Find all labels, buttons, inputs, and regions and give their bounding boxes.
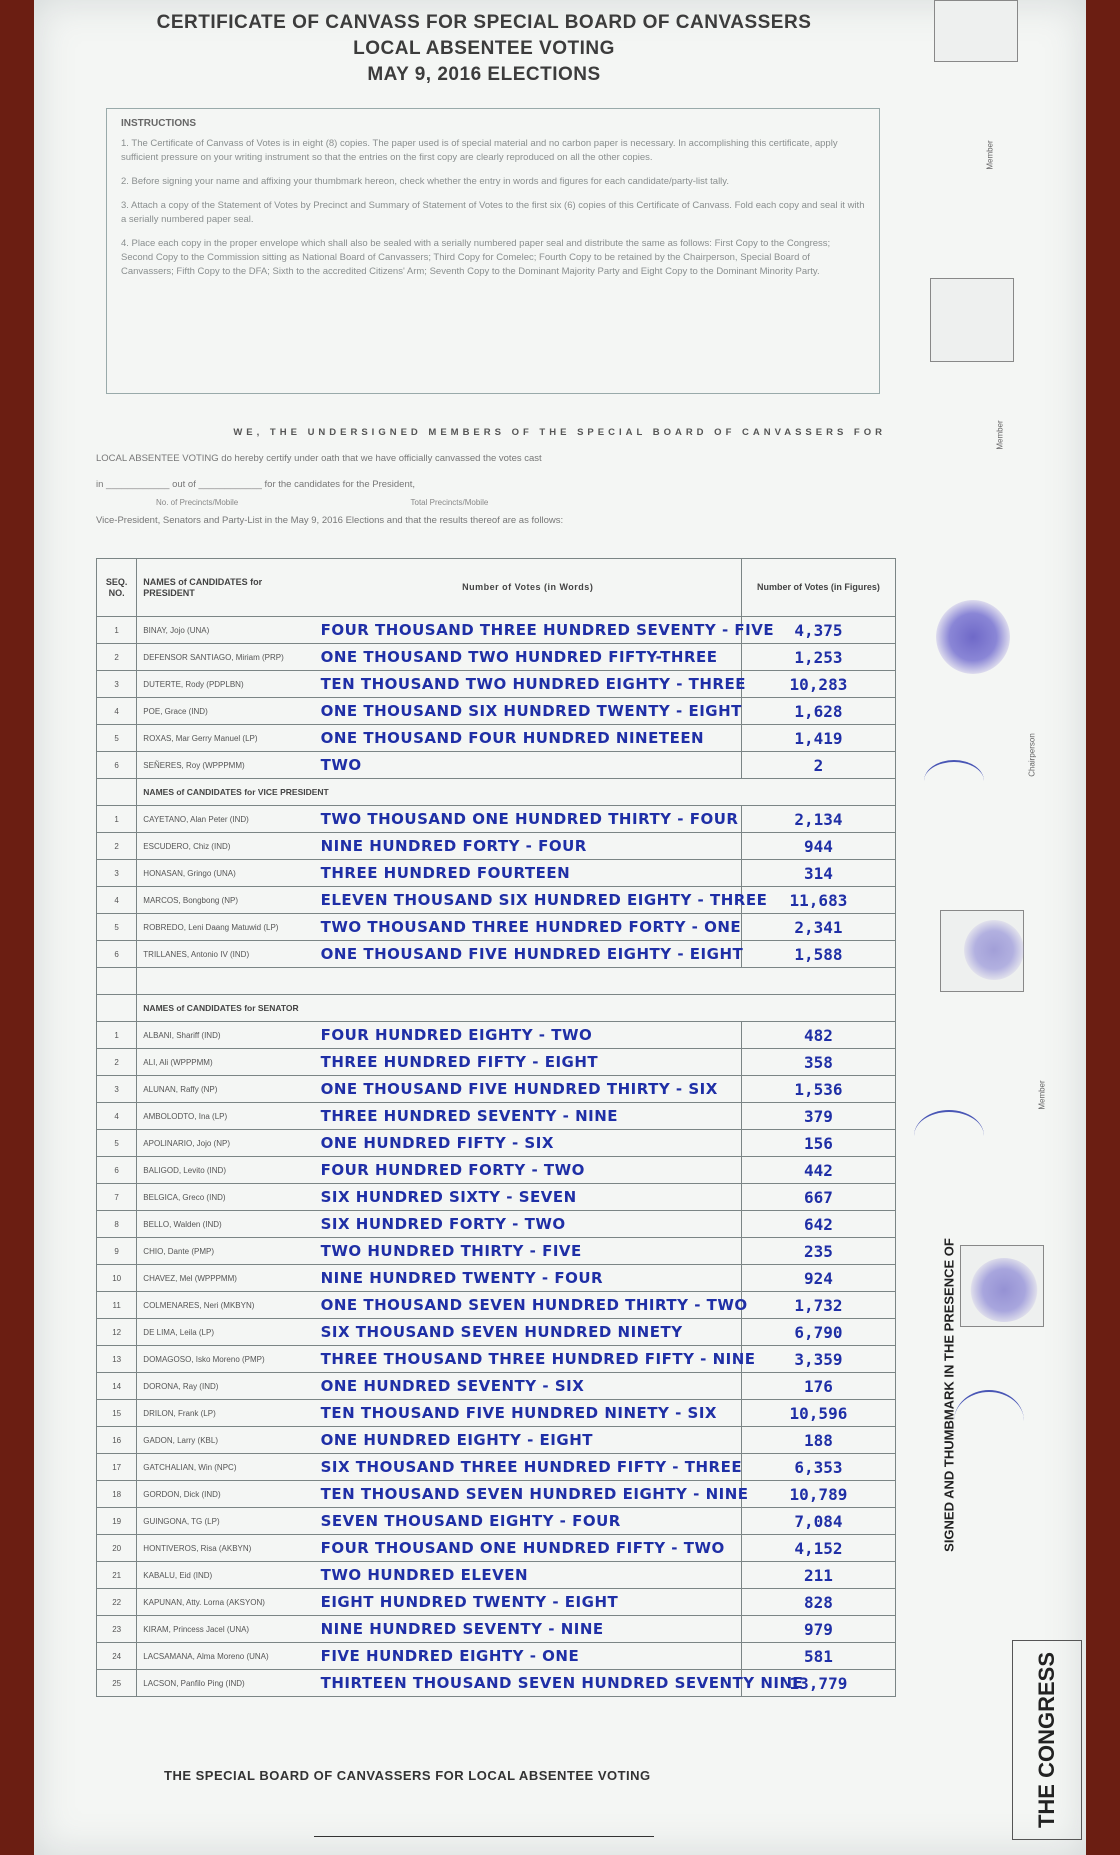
seq-number: 18 [97, 1481, 137, 1508]
senator-rows [97, 1022, 896, 1697]
candidate-row [97, 914, 896, 941]
thumbmark-box [930, 278, 1014, 362]
instructions-box [106, 108, 880, 394]
seq-number: 1 [97, 617, 137, 644]
header-president-names: NAMES of CANDIDATES for PRESIDENT [137, 559, 315, 617]
votes-in-words: TWO [315, 752, 742, 779]
seq-number: 15 [97, 1400, 137, 1427]
vice-president-section-title: NAMES of CANDIDATES for VICE PRESIDENT [137, 779, 896, 806]
candidate-name: LACSON, Panfilo Ping (IND) [137, 1670, 315, 1697]
votes-in-words: ONE HUNDRED SEVENTY - SIX [315, 1373, 742, 1400]
candidate-row [97, 644, 896, 671]
candidate-row [97, 941, 896, 968]
candidate-name: GADON, Larry (KBL) [137, 1427, 315, 1454]
candidate-name: POE, Grace (IND) [137, 698, 315, 725]
candidate-name: ALBANI, Shariff (IND) [137, 1022, 315, 1049]
votes-in-figures: 442 [741, 1157, 895, 1184]
candidate-name: CAYETANO, Alan Peter (IND) [137, 806, 315, 833]
candidate-row [97, 887, 896, 914]
candidate-name: KAPUNAN, Atty. Lorna (AKSYON) [137, 1589, 315, 1616]
votes-in-words: SIX HUNDRED SIXTY - SEVEN [315, 1184, 742, 1211]
seq-number: 25 [97, 1670, 137, 1697]
votes-in-figures: 10,283 [741, 671, 895, 698]
votes-in-figures: 235 [741, 1238, 895, 1265]
seq-number: 8 [97, 1211, 137, 1238]
candidate-row [97, 1265, 896, 1292]
instruction-4: 4. Place each copy in the proper envelope which shall also be sealed with a serially numbered paper seal and distribute the same as follows: First Copy to the Congress; Second Copy to the Commission sitting as National Board of Canvassers; Third Copy for Comelec; Fourth Copy to be retained by the Chairperson, Special Board of Canvassers; Fifth Copy to the DFA; Sixth to the accredited Citizens' Arm; Seventh Copy to the Dominant Majority Party and Eight Copy to the Dominant Minority Party. [121, 238, 831, 277]
candidate-row [97, 1130, 896, 1157]
candidate-name: APOLINARIO, Jojo (NP) [137, 1130, 315, 1157]
header-seq: SEQ. NO. [97, 559, 137, 617]
candidate-row [97, 698, 896, 725]
instruction-1: 1. The Certificate of Canvass of Votes is in eight (8) copies. The paper used is of special material and no carbon paper is necessary. In accomplishing this certificate, apply sufficient pressure on your writing instrument so that the entries on the first copy are clearly reproduced on all the other copies. [121, 138, 838, 163]
candidate-name: BELLO, Walden (IND) [137, 1211, 315, 1238]
candidate-name: SEÑERES, Roy (WPPPMM) [137, 752, 315, 779]
votes-in-figures: 944 [741, 833, 895, 860]
seq-number: 5 [97, 914, 137, 941]
candidate-name: ROBREDO, Leni Daang Matuwid (LP) [137, 914, 315, 941]
signature-scribble [914, 1110, 984, 1162]
votes-in-words: FOUR THOUSAND ONE HUNDRED FIFTY - TWO [315, 1535, 742, 1562]
votes-in-figures: 10,789 [741, 1481, 895, 1508]
signature-scribble [954, 1390, 1024, 1452]
seq-number: 13 [97, 1346, 137, 1373]
candidate-row [97, 1292, 896, 1319]
candidate-row [97, 617, 896, 644]
seq-number: 5 [97, 1130, 137, 1157]
votes-in-words: THREE HUNDRED FIFTY - EIGHT [315, 1049, 742, 1076]
oath-line-2: LOCAL ABSENTEE VOTING do hereby certify under oath that we have officially canvassed the votes cast [96, 453, 542, 464]
candidate-name: ESCUDERO, Chiz (IND) [137, 833, 315, 860]
votes-in-words: ONE THOUSAND SIX HUNDRED TWENTY - EIGHT [315, 698, 742, 725]
candidate-name: KIRAM, Princess Jacel (UNA) [137, 1616, 315, 1643]
chairperson-label: Chairperson [1027, 733, 1037, 777]
seq-number: 9 [97, 1238, 137, 1265]
candidate-name: TRILLANES, Antonio IV (IND) [137, 941, 315, 968]
votes-in-words: EIGHT HUNDRED TWENTY - EIGHT [315, 1589, 742, 1616]
board-footer: THE SPECIAL BOARD OF CANVASSERS FOR LOCAL ABSENTEE VOTING [164, 1768, 651, 1783]
votes-in-figures: 1,732 [741, 1292, 895, 1319]
votes-in-figures: 1,628 [741, 698, 895, 725]
candidate-name: LACSAMANA, Alma Moreno (UNA) [137, 1643, 315, 1670]
header-line-2: LOCAL ABSENTEE VOTING [353, 38, 615, 59]
candidate-name: BELGICA, Greco (IND) [137, 1184, 315, 1211]
seq-number: 7 [97, 1184, 137, 1211]
candidate-row [97, 1049, 896, 1076]
votes-in-figures: 667 [741, 1184, 895, 1211]
candidate-row [97, 1589, 896, 1616]
votes-in-words: ONE THOUSAND FIVE HUNDRED THIRTY - SIX [315, 1076, 742, 1103]
seq-number: 2 [97, 1049, 137, 1076]
seq-number: 4 [97, 1103, 137, 1130]
candidate-row [97, 1211, 896, 1238]
votes-in-words: THREE THOUSAND THREE HUNDRED FIFTY - NINE [315, 1346, 742, 1373]
candidate-row [97, 725, 896, 752]
seq-number: 6 [97, 752, 137, 779]
thumbprint-stamp [970, 1258, 1038, 1322]
instructions-title: INSTRUCTIONS [121, 118, 196, 129]
candidate-name: AMBOLODTO, Ina (LP) [137, 1103, 315, 1130]
candidate-row [97, 1454, 896, 1481]
seq-number: 4 [97, 887, 137, 914]
votes-in-figures: 11,683 [741, 887, 895, 914]
votes-in-words: ONE THOUSAND SEVEN HUNDRED THIRTY - TWO [315, 1292, 742, 1319]
candidate-row [97, 1076, 896, 1103]
votes-in-figures: 156 [741, 1130, 895, 1157]
votes-in-words: NINE HUNDRED SEVENTY - NINE [315, 1616, 742, 1643]
candidate-name: GUINGONA, TG (LP) [137, 1508, 315, 1535]
seq-number: 14 [97, 1373, 137, 1400]
votes-in-words: NINE HUNDRED TWENTY - FOUR [315, 1265, 742, 1292]
votes-in-figures: 4,152 [741, 1535, 895, 1562]
votes-in-figures: 188 [741, 1427, 895, 1454]
president-rows [97, 617, 896, 779]
thumbprint-stamp [936, 600, 1010, 674]
candidate-row [97, 860, 896, 887]
oath-lead: WE, THE UNDERSIGNED MEMBERS OF THE SPECIAL BOARD OF CANVASSERS FOR [233, 427, 886, 438]
candidate-name: MARCOS, Bongbong (NP) [137, 887, 315, 914]
votes-in-figures: 3,359 [741, 1346, 895, 1373]
candidate-name: HONTIVEROS, Risa (AKBYN) [137, 1535, 315, 1562]
seq-number: 23 [97, 1616, 137, 1643]
candidate-row [97, 1616, 896, 1643]
votes-in-figures: 7,084 [741, 1508, 895, 1535]
candidate-row [97, 806, 896, 833]
votes-in-words: FOUR HUNDRED EIGHTY - TWO [315, 1022, 742, 1049]
header-line-1: CERTIFICATE OF CANVASS FOR SPECIAL BOARD OF CANVASSERS [156, 12, 812, 33]
candidate-row [97, 1022, 896, 1049]
votes-in-figures: 828 [741, 1589, 895, 1616]
candidate-name: HONASAN, Gringo (UNA) [137, 860, 315, 887]
candidate-row [97, 1643, 896, 1670]
candidate-name: COLMENARES, Neri (MKBYN) [137, 1292, 315, 1319]
candidate-row [97, 1157, 896, 1184]
votes-in-words: SIX HUNDRED FORTY - TWO [315, 1211, 742, 1238]
board-signature-line [314, 1810, 654, 1837]
seq-number: 12 [97, 1319, 137, 1346]
seq-number: 20 [97, 1535, 137, 1562]
signed-in-presence-label: SIGNED AND THUMBMARK IN THE PRESENCE OF [941, 1238, 957, 1552]
votes-in-figures: 1,588 [741, 941, 895, 968]
oath-sub-2: Total Precincts/Mobile [410, 498, 489, 507]
votes-in-figures: 1,419 [741, 725, 895, 752]
candidate-name: BALIGOD, Levito (IND) [137, 1157, 315, 1184]
votes-in-words: TWO THOUSAND THREE HUNDRED FORTY - ONE [315, 914, 742, 941]
seq-number: 5 [97, 725, 137, 752]
seq-number: 19 [97, 1508, 137, 1535]
candidate-row [97, 833, 896, 860]
seq-number: 17 [97, 1454, 137, 1481]
votes-in-words: THREE HUNDRED FOURTEEN [315, 860, 742, 887]
candidate-name: DRILON, Frank (LP) [137, 1400, 315, 1427]
votes-in-words: ONE THOUSAND FIVE HUNDRED EIGHTY - EIGHT [315, 941, 742, 968]
candidate-name: KABALU, Eid (IND) [137, 1562, 315, 1589]
candidate-name: CHIO, Dante (PMP) [137, 1238, 315, 1265]
candidate-name: DE LIMA, Leila (LP) [137, 1319, 315, 1346]
senator-section [97, 968, 896, 1022]
senator-section-title: NAMES of CANDIDATES for SENATOR [137, 995, 896, 1022]
candidate-row [97, 1373, 896, 1400]
header-votes-figures: Number of Votes (in Figures) [741, 559, 895, 617]
candidate-row [97, 1319, 896, 1346]
seq-number: 3 [97, 1076, 137, 1103]
votes-in-figures: 10,596 [741, 1400, 895, 1427]
candidate-row [97, 1184, 896, 1211]
vice-president-section [97, 779, 896, 806]
thumbmark-box [934, 0, 1018, 62]
vice-president-rows [97, 806, 896, 968]
votes-in-figures: 314 [741, 860, 895, 887]
votes-in-figures: 642 [741, 1211, 895, 1238]
candidate-name: ALI, Ali (WPPPMM) [137, 1049, 315, 1076]
votes-in-figures: 979 [741, 1616, 895, 1643]
votes-in-words: THIRTEEN THOUSAND SEVEN HUNDRED SEVENTY NINE [315, 1670, 742, 1697]
votes-in-words: TEN THOUSAND SEVEN HUNDRED EIGHTY - NINE [315, 1481, 742, 1508]
seq-number: 6 [97, 941, 137, 968]
seq-number: 11 [97, 1292, 137, 1319]
candidate-row [97, 1427, 896, 1454]
votes-in-words: FIVE HUNDRED EIGHTY - ONE [315, 1643, 742, 1670]
seq-number: 6 [97, 1157, 137, 1184]
seq-number: 1 [97, 806, 137, 833]
votes-in-figures: 379 [741, 1103, 895, 1130]
votes-in-figures: 211 [741, 1562, 895, 1589]
candidate-row [97, 1346, 896, 1373]
votes-in-words: TWO THOUSAND ONE HUNDRED THIRTY - FOUR [315, 806, 742, 833]
instruction-3: 3. Attach a copy of the Statement of Votes by Precinct and Summary of Statement of Votes to the first six (6) copies of this Certificate of Canvass. Fold each copy and seal it with a serially numbered paper seal. [121, 200, 865, 225]
candidate-name: DOMAGOSO, Isko Moreno (PMP) [137, 1346, 315, 1373]
candidate-row [97, 1238, 896, 1265]
signature-scribble [924, 760, 984, 802]
certificate-paper [34, 0, 1086, 1855]
votes-in-figures: 924 [741, 1265, 895, 1292]
candidate-name: DEFENSOR SANTIAGO, Miriam (PRP) [137, 644, 315, 671]
votes-in-figures: 4,375 [741, 617, 895, 644]
member-label: Member [1037, 1080, 1047, 1110]
candidate-row [97, 1562, 896, 1589]
votes-in-words: TWO HUNDRED THIRTY - FIVE [315, 1238, 742, 1265]
votes-in-figures: 1,536 [741, 1076, 895, 1103]
votes-in-figures: 6,790 [741, 1319, 895, 1346]
votes-in-words: TWO HUNDRED ELEVEN [315, 1562, 742, 1589]
canvass-table [96, 558, 896, 1697]
candidate-row [97, 1535, 896, 1562]
votes-in-figures: 581 [741, 1643, 895, 1670]
votes-in-words: FOUR HUNDRED FORTY - TWO [315, 1157, 742, 1184]
seq-number: 1 [97, 1022, 137, 1049]
candidate-name: DUTERTE, Rody (PDPLBN) [137, 671, 315, 698]
votes-in-words: TEN THOUSAND TWO HUNDRED EIGHTY - THREE [315, 671, 742, 698]
votes-in-figures: 1,253 [741, 644, 895, 671]
candidate-row [97, 1400, 896, 1427]
member-label: Member [985, 140, 995, 170]
oath-sub-1: No. of Precincts/Mobile [156, 498, 239, 507]
candidate-row [97, 752, 896, 779]
votes-in-words: SIX THOUSAND SEVEN HUNDRED NINETY [315, 1319, 742, 1346]
votes-in-words: TEN THOUSAND FIVE HUNDRED NINETY - SIX [315, 1400, 742, 1427]
candidate-name: GATCHALIAN, Win (NPC) [137, 1454, 315, 1481]
votes-in-words: SEVEN THOUSAND EIGHTY - FOUR [315, 1508, 742, 1535]
seq-number: 3 [97, 860, 137, 887]
candidate-row [97, 1481, 896, 1508]
seq-number: 22 [97, 1589, 137, 1616]
votes-in-figures: 2,134 [741, 806, 895, 833]
votes-in-words: ONE THOUSAND FOUR HUNDRED NINETEEN [315, 725, 742, 752]
votes-in-figures: 13,779 [741, 1670, 895, 1697]
candidate-name: DORONA, Ray (IND) [137, 1373, 315, 1400]
candidate-name: ROXAS, Mar Gerry Manuel (LP) [137, 725, 315, 752]
thumbprint-stamp [964, 920, 1024, 980]
votes-in-words: ONE THOUSAND TWO HUNDRED FIFTY-THREE [315, 644, 742, 671]
votes-in-words: FOUR THOUSAND THREE HUNDRED SEVENTY - FIVE [315, 617, 742, 644]
candidate-row [97, 1508, 896, 1535]
seq-number: 4 [97, 698, 137, 725]
votes-in-figures: 482 [741, 1022, 895, 1049]
candidate-row [97, 1103, 896, 1130]
seq-number: 3 [97, 671, 137, 698]
instruction-2: 2. Before signing your name and affixing your thumbmark hereon, check whether the entry in words and figures for each candidate/party-list tally. [121, 176, 729, 187]
seq-number: 21 [97, 1562, 137, 1589]
votes-in-words: ONE HUNDRED EIGHTY - EIGHT [315, 1427, 742, 1454]
seq-number: 2 [97, 833, 137, 860]
votes-in-figures: 2 [741, 752, 895, 779]
certificate-header [94, 10, 874, 88]
candidate-name: GORDON, Dick (IND) [137, 1481, 315, 1508]
candidate-name: ALUNAN, Raffy (NP) [137, 1076, 315, 1103]
candidate-name: BINAY, Jojo (UNA) [137, 617, 315, 644]
votes-in-figures: 358 [741, 1049, 895, 1076]
votes-in-figures: 2,341 [741, 914, 895, 941]
votes-in-words: ELEVEN THOUSAND SIX HUNDRED EIGHTY - THREE [315, 887, 742, 914]
seq-number: 24 [97, 1643, 137, 1670]
votes-in-figures: 6,353 [741, 1454, 895, 1481]
member-label: Member [995, 420, 1005, 450]
header-votes-words: Number of Votes (in Words) [315, 559, 742, 617]
votes-in-words: ONE HUNDRED FIFTY - SIX [315, 1130, 742, 1157]
seq-number: 16 [97, 1427, 137, 1454]
seq-number: 2 [97, 644, 137, 671]
candidate-row [97, 671, 896, 698]
votes-in-words: THREE HUNDRED SEVENTY - NINE [315, 1103, 742, 1130]
votes-in-words: SIX THOUSAND THREE HUNDRED FIFTY - THREE [315, 1454, 742, 1481]
candidate-name: CHAVEZ, Mel (WPPPMM) [137, 1265, 315, 1292]
seq-number: 10 [97, 1265, 137, 1292]
votes-in-words: NINE HUNDRED FORTY - FOUR [315, 833, 742, 860]
oath-line-4: Vice-President, Senators and Party-List in the May 9, 2016 Elections and that the results thereof are as follows: [96, 515, 564, 526]
candidate-row [97, 1670, 896, 1697]
header-line-3: MAY 9, 2016 ELECTIONS [367, 64, 601, 85]
oath-statement [96, 420, 886, 534]
votes-in-figures: 176 [741, 1373, 895, 1400]
oath-line-3: in ____________ out of ____________ for the candidates for the President, [96, 479, 416, 490]
congress-copy-label: THE CONGRESS [1012, 1640, 1082, 1840]
